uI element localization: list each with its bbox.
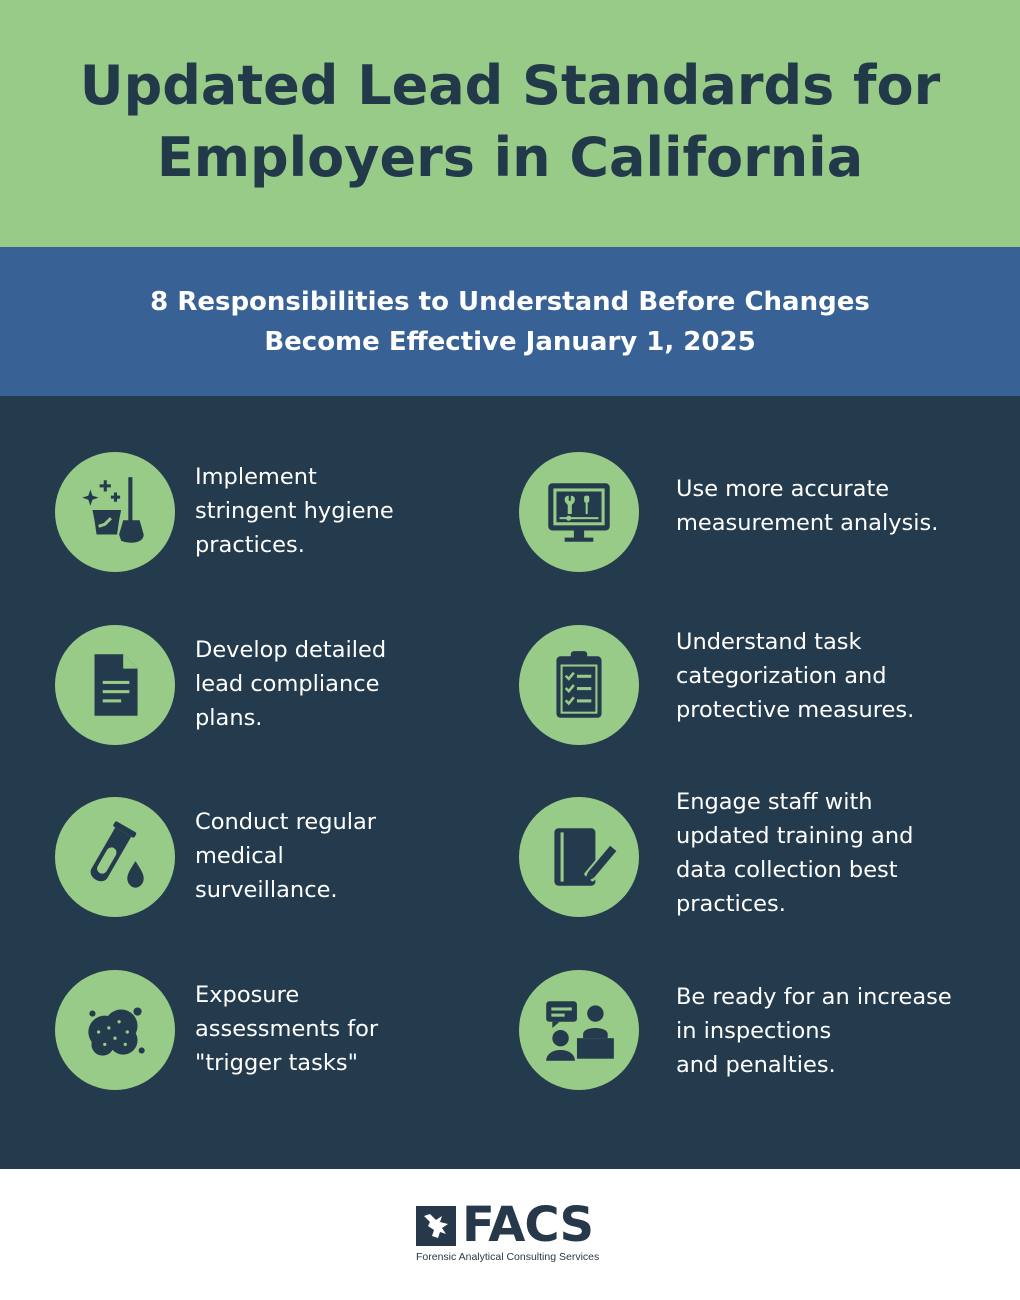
logo-mark-icon [416, 1206, 456, 1246]
facs-logo [416, 1197, 616, 1273]
responsibility-item-medical-surveillance [55, 797, 545, 922]
logo-text: FACS [462, 1197, 594, 1253]
responsibility-item-compliance-plans [55, 625, 545, 750]
clipboard-checklist-icon [519, 625, 639, 745]
page-title [0, 50, 1020, 194]
responsibility-text: Engage staff with updated training and data collection best practices. [676, 789, 914, 917]
responsibility-text: Understand task categorization and protective measures. [676, 629, 915, 723]
responsibility-text: Exposure assessments for "trigger tasks" [195, 982, 379, 1076]
responsibility-item-measurement [519, 452, 1009, 577]
monitor-tools-icon [519, 452, 639, 572]
responsibility-text: Conduct regular medical surveillance. [195, 809, 377, 903]
notebook-pencil-icon [519, 797, 639, 917]
particles-cloud-icon [55, 970, 175, 1090]
subtitle [0, 282, 1020, 362]
subtitle-line-1: 8 Responsibilities to Understand Before Changes [150, 287, 870, 317]
meeting-chat-icon [519, 970, 639, 1090]
responsibility-item-hygiene [55, 452, 545, 577]
responsibility-text: Develop detailed lead compliance plans. [195, 637, 387, 731]
cleaning-icon [55, 452, 175, 572]
responsibility-text: Use more accurate measurement analysis. [676, 476, 939, 536]
responsibility-item-exposure-assessments [55, 970, 545, 1095]
responsibility-item-inspections [519, 970, 1009, 1095]
document-icon [55, 625, 175, 745]
subtitle-line-2: Become Effective January 1, 2025 [264, 327, 756, 357]
responsibility-text: Be ready for an increase in inspections and penalties. [676, 984, 952, 1078]
responsibility-item-task-categorization [519, 625, 1009, 750]
responsibility-text: Implement stringent hygiene practices. [195, 464, 394, 558]
logo-tagline: Forensic Analytical Consulting Services [416, 1251, 600, 1263]
title-line-1: Updated Lead Standards for [79, 54, 941, 117]
responsibility-item-staff-training [519, 789, 1009, 922]
title-line-2: Employers in California [156, 126, 864, 189]
test-tube-drop-icon [55, 797, 175, 917]
